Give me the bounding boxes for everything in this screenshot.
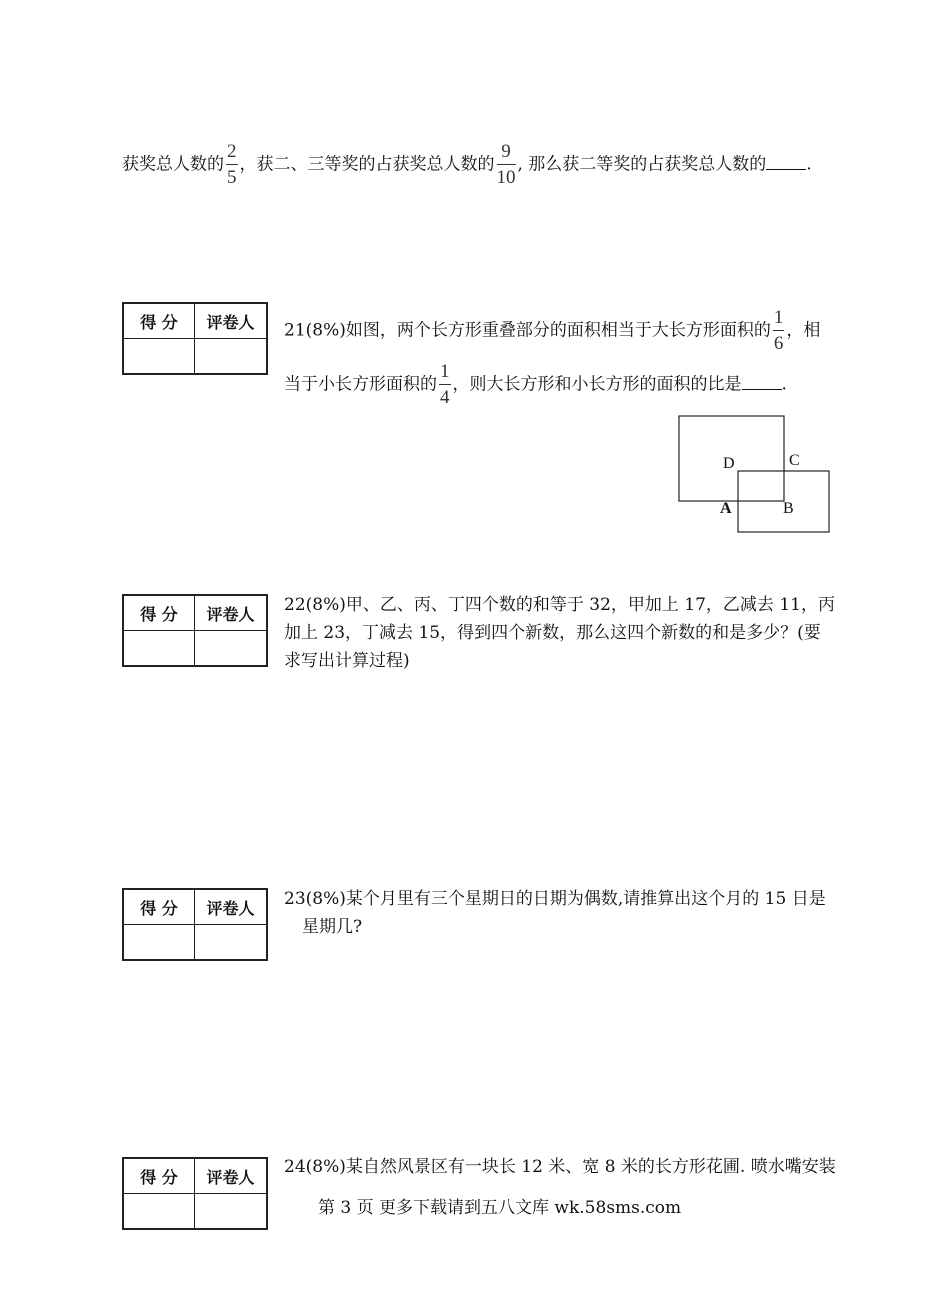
grader-label: 评卷人 xyxy=(195,889,268,925)
q22-line-3: 求写出计算过程) xyxy=(284,651,410,671)
q24-line-1: 24(8%)某自然风景区有一块长 12 米、宽 8 米的长方形花圃. 喷水嘴安装 xyxy=(284,1157,836,1177)
q21-line-1: 21(8%)如图，两个长方形重叠部分的面积相当于大长方形面积的 $\frac{1}{6}$ ，相 xyxy=(284,307,821,354)
figure-label-c: C xyxy=(789,452,800,469)
q20-text-b: ，获二、三等奖的占获奖总人数的 xyxy=(239,154,495,175)
score-cell[interactable] xyxy=(123,339,195,375)
figure-label-b: B xyxy=(783,500,794,517)
q21-fraction-2: $\frac{1}{4}$ xyxy=(440,361,450,408)
q23-line-2: 星期几? xyxy=(302,917,363,937)
q22-line-1: 22(8%)甲、乙、丙、丁四个数的和等于 32，甲加上 17，乙减去 11，丙 xyxy=(284,595,835,615)
grader-label: 评卷人 xyxy=(195,595,268,631)
score-cell[interactable] xyxy=(123,925,195,961)
figure-label-d: D xyxy=(723,455,735,472)
score-label: 得 分 xyxy=(123,889,195,925)
figure-label-a: A xyxy=(720,500,732,517)
page-footer: 第 3 页 更多下载请到五八文库 wk.58sms.com xyxy=(318,1198,682,1218)
score-label: 得 分 xyxy=(123,1158,195,1194)
grader-label: 评卷人 xyxy=(195,303,268,339)
q20-tail-line: 获奖总人数的 $\frac{2}{5}$ ，获二、三等奖的占获奖总人数的 $\frac{9}{10}$ , 那么获二等奖的占获奖总人数的 . xyxy=(122,141,812,188)
score-cell[interactable] xyxy=(123,631,195,667)
q20-fraction-1: $\frac{2}{5}$ xyxy=(227,141,237,188)
grader-label: 评卷人 xyxy=(195,1158,268,1194)
score-box-q22 xyxy=(122,594,268,667)
score-box-q24 xyxy=(122,1157,268,1230)
q23-line-1: 23(8%)某个月里有三个星期日的日期为偶数,请推算出这个月的 15 日是 xyxy=(284,889,826,909)
overlapping-rectangles-figure xyxy=(670,408,840,540)
q20-answer-blank[interactable] xyxy=(766,153,806,170)
score-cell[interactable] xyxy=(123,1194,195,1230)
score-label: 得 分 xyxy=(123,595,195,631)
q21-answer-blank[interactable] xyxy=(742,373,782,390)
q20-fraction-2: $\frac{9}{10}$ xyxy=(496,141,516,188)
grader-cell[interactable] xyxy=(195,631,268,667)
score-box-q23 xyxy=(122,888,268,961)
q20-text-c: , 那么获二等奖的占获奖总人数的 xyxy=(517,154,767,175)
q22-line-2: 加上 23，丁减去 15，得到四个新数，那么这四个新数的和是多少？(要 xyxy=(284,623,821,643)
q20-text-a: 获奖总人数的 xyxy=(122,154,224,175)
q21-fraction-1: $\frac{1}{6}$ xyxy=(773,307,784,354)
score-label: 得 分 xyxy=(123,303,195,339)
grader-cell[interactable] xyxy=(195,1194,268,1230)
score-box-q21 xyxy=(122,302,268,375)
q21-line-2: 当于小长方形面积的 $\frac{1}{4}$ ，则大长方形和小长方形的面积的比是 . xyxy=(284,361,787,408)
grader-cell[interactable] xyxy=(195,339,268,375)
grader-cell[interactable] xyxy=(195,925,268,961)
